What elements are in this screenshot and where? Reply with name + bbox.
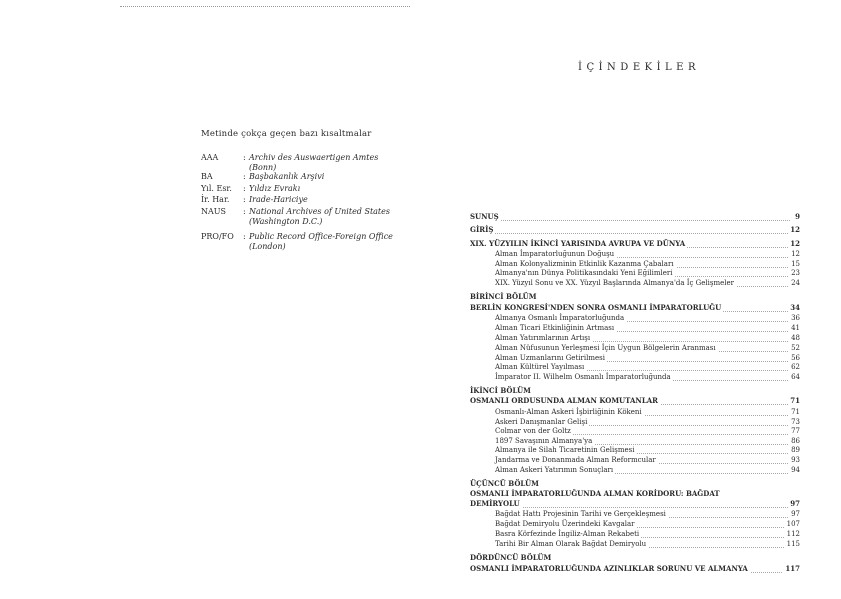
scan-noise — [120, 6, 410, 11]
abbreviation-value: Archiv des Auswaertigen Amtes (Bonn) — [249, 153, 379, 172]
toc-entry-page: 117 — [785, 564, 800, 573]
toc-entry-title: GİRİŞ — [470, 225, 494, 234]
toc-entry-title: OSMANLI ORDUSUNDA ALMAN KOMUTANLAR — [470, 396, 658, 405]
leader-dots — [470, 220, 790, 221]
toc-entry-title: Alman Kültürel Yayılması — [495, 363, 585, 371]
toc-entry — [495, 408, 800, 417]
toc-entry-title: Alman Uzmanlarını Getirilmesi — [495, 354, 605, 362]
toc-entry-title: BERLİN KONGRESİ'NDEN SONRA OSMANLI İMPARATORLUĞU — [470, 303, 722, 312]
toc-entry-title: Alman Kolonyalizminin Etkinlik Kazanma Çabaları — [495, 260, 674, 268]
toc-entry-title: Alman Ticari Etkinliğinin Artması — [495, 324, 615, 332]
toc-entry-page: 24 — [791, 279, 800, 287]
toc-entry-title: Tarihi Bir Alman Olarak Bağdat Demiryolu — [495, 540, 647, 548]
toc-entry — [495, 334, 800, 343]
toc-entry-page: 112 — [786, 530, 800, 538]
abbreviation-row — [201, 207, 401, 227]
toc-entry-page: 93 — [791, 456, 800, 464]
abbreviation-row — [201, 153, 401, 171]
toc-entry — [470, 490, 800, 499]
toc-entry-title: Alman Nüfusunun Yerleşmesi İçin Uygun Bölgelerin Aranması — [495, 344, 716, 352]
toc-entry-title: Askeri Danışmanlar Gelişi — [495, 418, 588, 426]
toc-entry — [495, 466, 800, 475]
toc-entry-page: 97 — [791, 510, 800, 518]
toc-entry-page: 48 — [791, 334, 800, 342]
toc-entry-title: XIX. Yüzyıl Sonu ve XX. Yüzyıl Başlarında Almanya'da İç Gelişmeler — [495, 279, 734, 287]
toc-entry-page: 73 — [791, 418, 800, 426]
toc-entry-page: 12 — [790, 225, 800, 234]
abbreviation-row — [201, 195, 401, 205]
abbreviation-value: Başbakanlık Arşivi — [249, 172, 325, 181]
toc-entry-title: Jandarma ve Donanmada Alman Reformcular — [495, 456, 656, 464]
toc-entry-title: Almanya'nın Dünya Politikasındaki Yeni Eğilimleri — [495, 269, 673, 277]
toc-entry-title: XIX. YÜZYILIN İKİNCİ YARISINDA AVRUPA VE DÜNYA — [470, 239, 686, 248]
toc-entry-title: Alman Yatırımlarının Artışı — [495, 334, 591, 342]
toc-entry-page: 107 — [786, 520, 800, 528]
toc-entry — [470, 565, 800, 574]
toc-entry-title: İKİNCİ BÖLÜM — [470, 386, 531, 395]
toc-entry-title: Colmar von der Goltz — [495, 427, 571, 435]
toc-entry — [470, 480, 800, 489]
toc-entry-title: DÖRDÜNCÜ BÖLÜM — [470, 553, 552, 562]
toc-entry — [495, 344, 800, 353]
toc-entry-page: 34 — [790, 303, 800, 312]
toc-entry-title: Alman Askeri Yatırımın Sonuçları — [495, 466, 614, 474]
toc-entry — [470, 387, 800, 396]
toc-entry-title: DEMİRYOLU — [470, 499, 520, 508]
toc-entry — [495, 427, 800, 436]
toc-entry — [470, 397, 800, 406]
separator: : — [243, 172, 246, 181]
toc-entry-title: Bağdat Hattı Projesinin Tarihi ve Gerçekleşmesi — [495, 510, 666, 518]
toc-entry — [495, 354, 800, 363]
toc-entry-title: BİRİNCİ BÖLÜM — [470, 292, 537, 301]
abbreviation-key: Yıl. Esr. — [201, 184, 232, 193]
abbreviation-key: BA — [201, 172, 213, 181]
toc-entry-page: 36 — [791, 314, 800, 322]
toc-entry-page: 89 — [791, 446, 800, 454]
toc-entry — [495, 446, 800, 455]
separator: : — [243, 232, 246, 241]
toc-entry-page: 86 — [791, 437, 800, 445]
toc-entry-page: 77 — [791, 427, 800, 435]
toc-entry — [495, 437, 800, 446]
toc-entry-title: Almanya ile Silah Ticaretinin Gelişmesi — [495, 446, 635, 454]
left-page — [0, 0, 420, 599]
abbreviation-row — [201, 232, 401, 252]
toc-entry-page: 64 — [791, 373, 800, 381]
toc-entry-page: 23 — [791, 269, 800, 277]
abbreviation-value: Irade-Hariciye — [249, 195, 308, 204]
toc-entry — [495, 324, 800, 333]
toc-entry-title: Osmanlı-Alman Askeri İşbirliğinin Kökeni — [495, 408, 642, 416]
toc-entry — [470, 293, 800, 302]
abbreviations-title: Metinde çokça geçen bazı kısaltmalar — [201, 129, 372, 139]
toc-entry — [470, 226, 800, 235]
toc-entry — [495, 530, 800, 539]
toc-entry-page: 97 — [790, 499, 800, 508]
toc-entry-page: 52 — [791, 344, 800, 352]
toc-entry — [495, 510, 800, 519]
abbreviation-key: PRO/FO — [201, 232, 234, 241]
toc-entry-title: Bağdat Demiryolu Üzerindeki Kavgalar — [495, 520, 635, 528]
toc-entry — [495, 314, 800, 323]
toc-entry — [495, 279, 800, 288]
toc-entry-title: SUNUŞ — [470, 212, 499, 221]
toc-entry — [495, 250, 800, 259]
toc-entry — [470, 500, 800, 509]
toc-entry-title: İmparator II. Wilhelm Osmanlı İmparatorluğunda — [495, 373, 671, 381]
toc-entry-title: Almanya Osmanlı İmparatorluğunda — [495, 314, 625, 322]
toc-entry — [470, 304, 800, 313]
toc-entry — [495, 260, 800, 269]
toc-entry — [495, 520, 800, 529]
toc-entry-title: OSMANLI İMPARATORLUĞUNDA AZINLIKLAR SORUNU VE ALMANYA — [470, 564, 748, 573]
toc-entry — [495, 269, 800, 278]
toc-entry — [470, 554, 800, 563]
abbreviation-value: National Archives of United States (Washington D.C.) — [249, 207, 390, 226]
abbreviation-row — [201, 184, 401, 194]
toc-entry — [470, 240, 800, 249]
toc-entry-title: ÜÇÜNCÜ BÖLÜM — [470, 479, 539, 488]
toc-entry-title: Basra Körfezinde İngiliz-Alman Rekabeti — [495, 530, 640, 538]
toc-title: İÇİNDEKİLER — [578, 62, 701, 73]
toc-entry — [495, 456, 800, 465]
toc-entry-page: 71 — [791, 408, 800, 416]
toc-entry-page: 71 — [790, 396, 800, 405]
toc-entry-page: 62 — [791, 363, 800, 371]
abbreviation-value: Public Record Office-Foreign Office (London) — [249, 232, 393, 251]
separator: : — [243, 195, 246, 204]
toc-entry-title: OSMANLI İMPARATORLUĞUNDA ALMAN KORİDORU: BAĞDAT — [470, 489, 720, 498]
abbreviation-key: AAA — [201, 153, 219, 162]
toc-entry-page: 94 — [791, 466, 800, 474]
separator: : — [243, 207, 246, 216]
toc-entry-page: 115 — [786, 540, 800, 548]
toc-entry — [495, 363, 800, 372]
abbreviation-value: Yıldız Evrakı — [249, 184, 301, 193]
toc-entry-page: 41 — [791, 324, 800, 332]
toc-entry — [495, 540, 800, 549]
abbreviation-key: NAUS — [201, 207, 226, 216]
toc-entry — [470, 213, 800, 222]
separator: : — [243, 153, 246, 162]
abbreviation-row — [201, 172, 401, 182]
toc-entry-page: 12 — [790, 239, 800, 248]
toc-entry — [495, 418, 800, 427]
toc-entry-page: 15 — [791, 260, 800, 268]
toc-entry-page: 56 — [791, 354, 800, 362]
toc-entry-title: Alman İmparatorluğunun Doğuşu — [495, 250, 615, 258]
toc-entry-page: 9 — [795, 212, 800, 221]
separator: : — [243, 184, 246, 193]
abbreviation-key: İr. Har. — [201, 195, 230, 204]
leader-dots — [470, 233, 790, 234]
toc-entry — [495, 373, 800, 382]
toc-entry-page: 12 — [791, 250, 800, 258]
toc-entry-title: 1897 Savaşının Almanya'ya — [495, 437, 593, 445]
